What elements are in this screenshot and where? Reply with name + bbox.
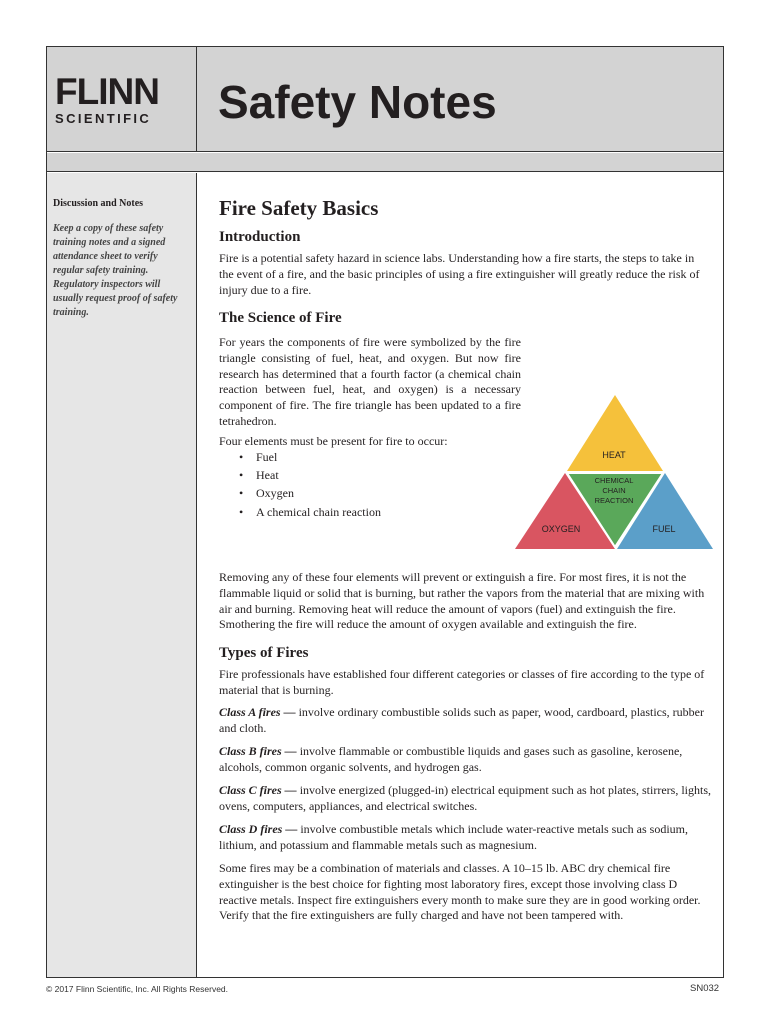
center-label-line: CHAIN: [602, 486, 626, 495]
class-text: involve ordinary combustible solids such as paper, wood, cardboard, plastics, rubber and cloth.: [219, 705, 704, 735]
science-paragraph: For years the components of fire were symbolized by the fire triangle consisting of fuel, heat, and oxygen. But now fire research has determined that a fourth factor (a chemical chain reaction between fuel, heat, and oxygen) is a necessary component of fire. The fire triangle has been updated to a fire tetrahedron.: [219, 335, 521, 428]
sidebar-heading: Discussion and Notes: [53, 198, 144, 209]
types-intro: Fire professionals have established four different categories or classes of fire according to the type of material that is burning.: [219, 667, 705, 697]
class-label: Class A fires —: [219, 705, 296, 719]
elements-intro: Four elements must be present for fire to occur:: [219, 434, 448, 448]
sidebar: [47, 173, 197, 977]
section-heading-science: The Science of Fire: [219, 310, 342, 326]
list-item: • Heat: [219, 466, 521, 484]
list-item: • A chemical chain reaction: [219, 503, 521, 521]
center-label-line: REACTION: [594, 496, 634, 505]
page-frame: [46, 46, 724, 978]
header-strip: [47, 153, 723, 172]
class-paragraph: [219, 783, 711, 815]
footer-copyright: © 2017 Flinn Scientific, Inc. All Rights Reserved.: [46, 984, 229, 994]
logo-sub-text: SCIENTIFIC: [55, 111, 152, 126]
fire-tetrahedron-diagram: [515, 389, 715, 551]
section-heading-introduction: Introduction: [219, 229, 301, 245]
footer-code: SN032: [690, 983, 720, 994]
class-label: Class D fires —: [219, 822, 298, 836]
removing-paragraph: Removing any of these four elements will prevent or extinguish a fire. For most fires, it is not the flammable liquid or solid that is burning, but rather the vapors from the material that are mixing with air and burning. Removing heat will reduce the amount of vapors (fuel) and extinguish the fire. Smothering the fire will reduce the amount of oxygen available and extinguish the fire.: [219, 570, 705, 632]
section-heading-types: Types of Fires: [219, 645, 309, 661]
class-label: Class B fires —: [219, 744, 297, 758]
header-band: [47, 47, 723, 152]
elements-list: [219, 448, 521, 521]
class-label: Class C fires —: [219, 783, 297, 797]
document-title: Fire Safety Basics: [219, 196, 379, 220]
oxygen-label: OXYGEN: [541, 524, 581, 534]
class-text: involve combustible metals which include water-reactive metals such as sodium, lithium, and potassium and flammable metals such as magnesium.: [219, 822, 688, 852]
class-text: involve energized (plugged-in) electrical equipment such as hot plates, stirrers, lights, ovens, computers, appliances, and electrical switches.: [219, 783, 712, 813]
heat-label: HEAT: [602, 450, 626, 460]
logo-main-text: FLINN: [55, 71, 159, 112]
sidebar-note: Keep a copy of these safety training notes and a signed attendance sheet to verify regular safety training. Regulatory inspectors will usually request proof of safety training.: [53, 223, 178, 318]
class-text: involve flammable or combustible liquids and gases such as gasoline, kerosene, alcohols, common organic solvents, and hydrogen gas.: [219, 744, 683, 774]
fuel-label: FUEL: [652, 524, 676, 534]
center-label-line: CHEMICAL: [594, 476, 634, 485]
class-paragraph: [219, 705, 711, 737]
intro-paragraph: Fire is a potential safety hazard in science labs. Understanding how a fire starts, the steps to take in the event of a fire, and the basic principles of using a fire extinguisher will greatly reduce the risk of injury due to a fire.: [219, 251, 700, 297]
class-paragraph: [219, 744, 711, 776]
list-item: • Fuel: [219, 448, 521, 466]
closing-paragraph: Some fires may be a combination of materials and classes. A 10–15 lb. ABC dry chemical fire extinguisher is the best choice for fighting most laboratory fires, except those involving class D reactive metals. Inspect fire extinguishers every month to make sure they are in good working order. Verify that the fire extinguishers are fully charged and have not been tampered with.: [219, 861, 701, 923]
page-title: Safety Notes: [218, 76, 497, 128]
logo: [47, 47, 197, 152]
class-paragraph: [219, 822, 711, 854]
list-item: • Oxygen: [219, 484, 521, 502]
